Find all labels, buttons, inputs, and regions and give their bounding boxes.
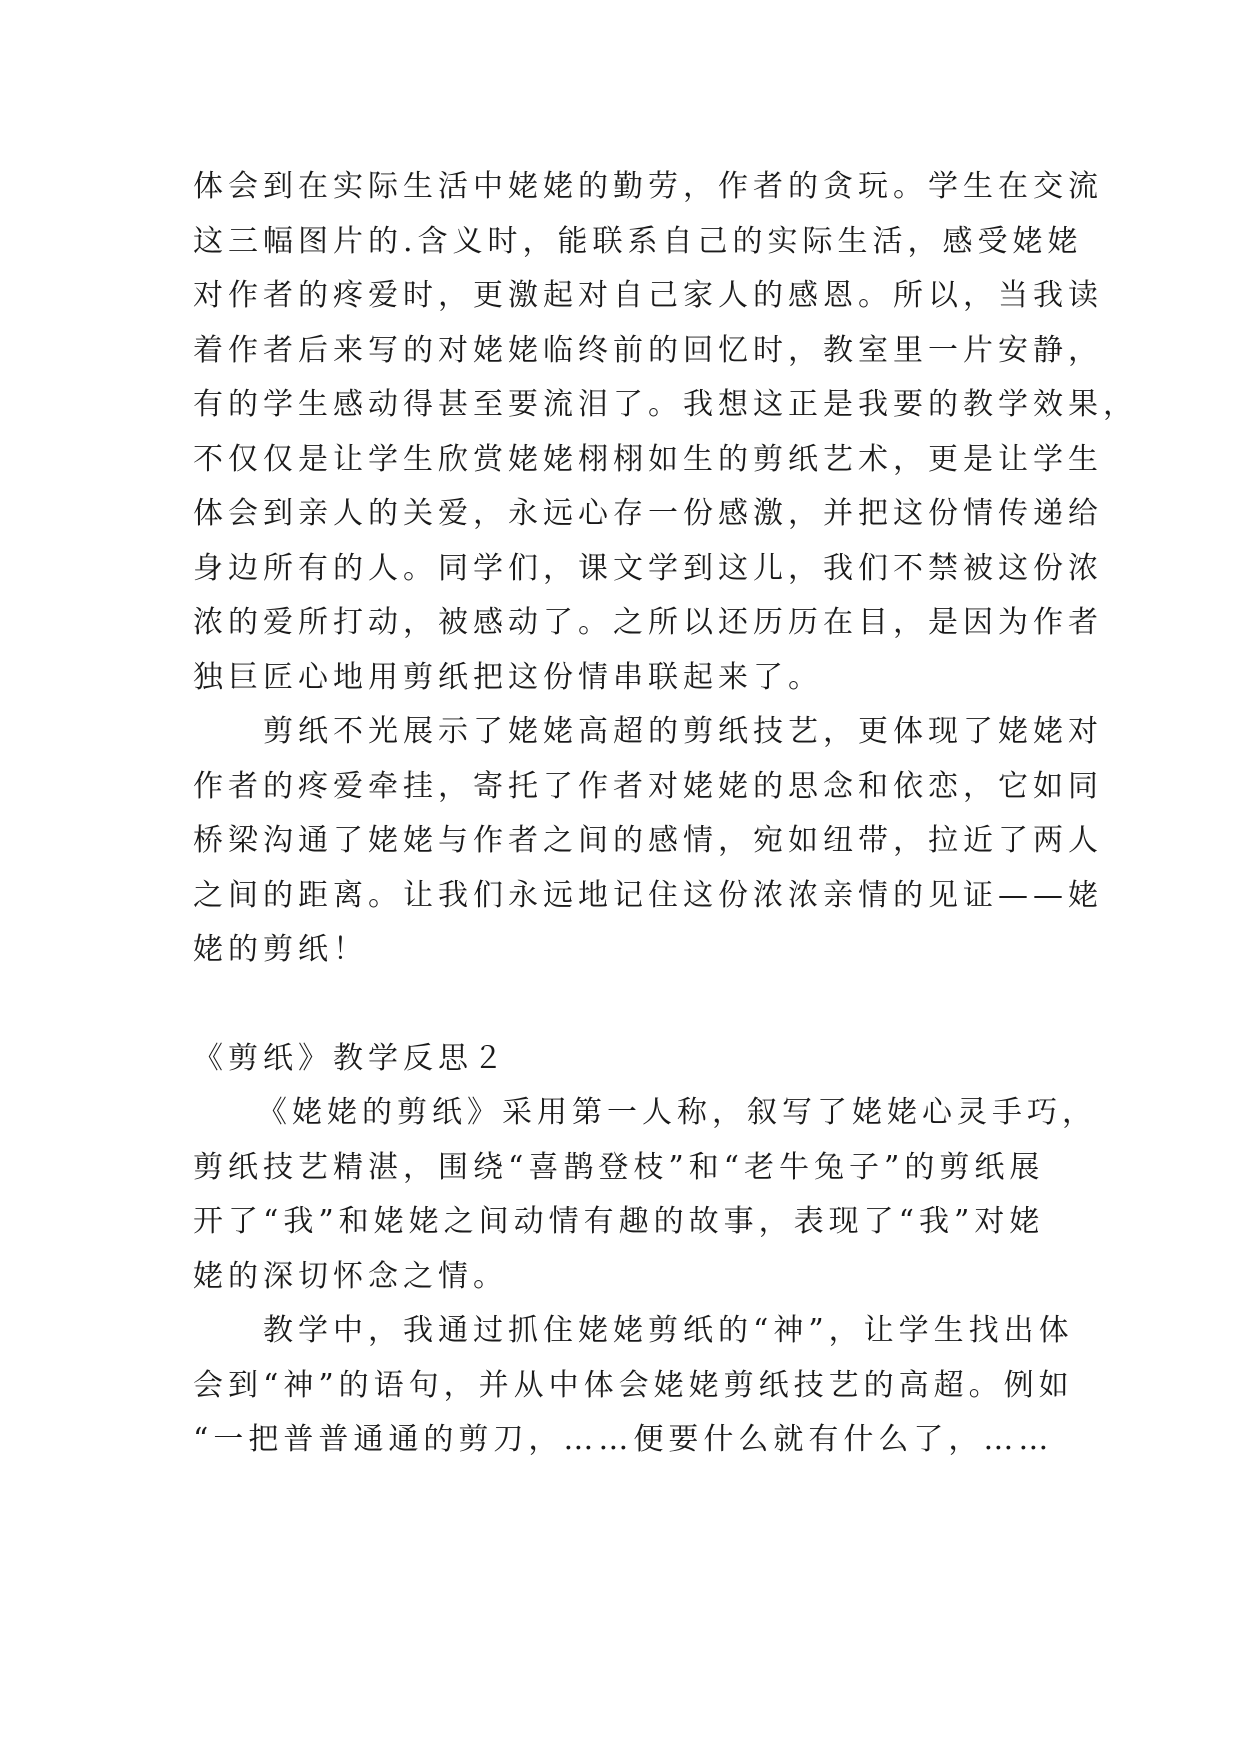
section-heading: 《剪纸》教学反思２ [193, 1040, 508, 1076]
text-line: 姥的剪纸！ [193, 932, 368, 967]
paragraph-2 [193, 705, 1103, 978]
paragraph-3 [193, 1086, 1097, 1304]
text-line: 会到“神”的语句，并从中体会姥姥剪纸技艺的高超。例如 [193, 1367, 1074, 1403]
text-line: 剪纸技艺精湛，围绕“喜鹊登枝”和“老牛兔子”的剪纸展 [193, 1149, 1045, 1185]
text-line: 剪纸不光展示了姥姥高超的剪纸技艺，更体现了姥姥对 [263, 714, 1103, 749]
document-page [193, 160, 1138, 1468]
text-line: 着作者后来写的对姥姥临终前的回忆时，教室里一片安静， [193, 332, 1103, 368]
text-line: 体会到亲人的关爱，永远心存一份感激，并把这份情传递给 [193, 496, 1103, 531]
text-line: 《姥姥的剪纸》采用第一人称，叙写了姥姥心灵手巧， [257, 1095, 1097, 1130]
paragraph-4 [193, 1304, 1074, 1468]
text-line: 独巨匠心地用剪纸把这份情串联起来了。 [193, 659, 823, 695]
text-line: 对作者的疼爱时，更激起对自己家人的感恩。所以，当我读 [193, 278, 1103, 313]
text-line: 这三幅图片的.含义时，能联系自己的实际生活，感受姥姥 [193, 223, 1083, 259]
text-line: 教学中，我通过抓住姥姥剪纸的“神”，让学生找出体 [263, 1313, 1074, 1348]
text-line: “一把普普通通的剪刀，……便要什么就有什么了，…… [193, 1422, 1054, 1457]
text-line: 之间的距离。让我们永远地记住这份浓浓亲情的见证——姥 [193, 877, 1103, 913]
text-line: 有的学生感动得甚至要流泪了。我想这正是我要的教学效果， [193, 387, 1138, 422]
text-line: 作者的疼爱牵挂，寄托了作者对姥姥的思念和依恋，它如同 [193, 768, 1103, 804]
text-line: 桥梁沟通了姥姥与作者之间的感情，宛如纽带，拉近了两人 [193, 823, 1103, 858]
text-line: 体会到在实际生活中姥姥的勤劳，作者的贪玩。学生在交流 [193, 169, 1103, 204]
text-line: 不仅仅是让学生欣赏姥姥栩栩如生的剪纸艺术，更是让学生 [193, 441, 1103, 477]
text-line: 浓的爱所打动，被感动了。之所以还历历在目，是因为作者 [193, 605, 1103, 640]
text-line: 姥的深切怀念之情。 [193, 1258, 508, 1294]
text-line: 开了“我”和姥姥之间动情有趣的故事，表现了“我”对姥 [193, 1204, 1045, 1239]
text-line: 身边所有的人。同学们，课文学到这儿，我们不禁被这份浓 [193, 550, 1103, 586]
paragraph-1 [193, 160, 1138, 705]
